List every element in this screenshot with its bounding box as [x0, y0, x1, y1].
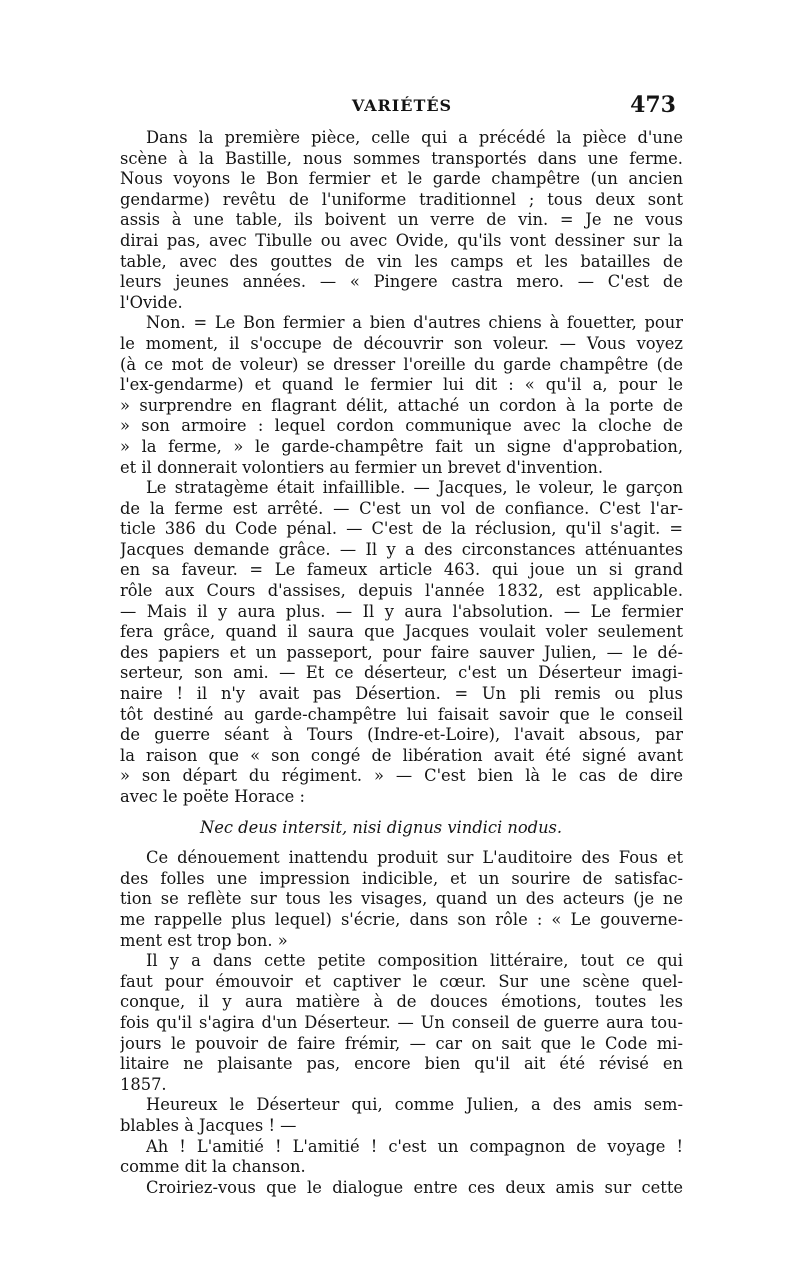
text-line: le moment, il s'occupe de découvrir son voleur. — Vous voyez: [120, 333, 683, 353]
text-line: des folles une impression indicible, et un sourire de satisfac-: [120, 868, 683, 888]
text-line: Ah ! L'amitié ! L'amitié ! c'est un compagnon de voyage !: [146, 1136, 683, 1156]
spacer: [120, 808, 683, 818]
spacer: [120, 838, 683, 848]
text-line: Heureux le Déserteur qui, comme Julien, a des amis sem-: [146, 1095, 683, 1115]
text-line: (à ce mot de voleur) se dresser l'oreille du garde champêtre (de: [120, 354, 683, 374]
text-line: » son armoire : lequel cordon communique avec la cloche de: [120, 416, 683, 436]
text-line: serteur, son ami. — Et ce déserteur, c'est un Déserteur imagi-: [120, 663, 683, 683]
text-line: rôle aux Cours d'assises, depuis l'année 1832, est applicable.: [120, 581, 683, 601]
text-line: des papiers et un passeport, pour faire sauver Julien, — le dé-: [120, 642, 683, 662]
text-line: me rappelle plus lequel) s'écrie, dans son rôle : « Le gouverne-: [120, 909, 683, 929]
text-line: conque, il y aura matière à de douces émotions, toutes les: [120, 992, 683, 1012]
text-line: leurs jeunes années. — « Pingere castra mero. — C'est de: [120, 272, 683, 292]
text-line: Dans la première pièce, celle qui a précédé la pièce d'une: [146, 128, 683, 147]
text-line: ment est trop bon. »: [120, 930, 288, 950]
text-line: l'Ovide.: [120, 292, 183, 312]
text-line: de la ferme est arrêté. — C'est un vol de confiance. C'est l'ar-: [120, 498, 683, 518]
running-title: VARIÉTÉS: [351, 96, 453, 115]
text-line: Croiriez-vous que le dialogue entre ces deux amis sur cette: [146, 1177, 683, 1197]
text-line: l'ex-gendarme) et quand le fermier lui dit : « qu'il a, pour le: [120, 375, 683, 395]
text-line: Il y a dans cette petite composition littéraire, tout ce qui: [146, 951, 683, 971]
text-line: blables à Jacques ! —: [120, 1115, 297, 1135]
text-line: table, avec des gouttes de vin les camps et les batailles de: [120, 251, 683, 271]
text-line: comme dit la chanson.: [120, 1157, 306, 1177]
page-body: [120, 128, 683, 1198]
text-line: avec le poëte Horace :: [120, 787, 305, 806]
text-line: tôt destiné au garde-champêtre lui faisait savoir que le conseil: [120, 704, 683, 724]
text-line: » son départ du régiment. » — C'est bien là le cas de dire: [120, 766, 683, 786]
text-line: Jacques demande grâce. — Il y a des circonstances atténuantes: [120, 539, 683, 559]
text-line: de guerre séant à Tours (Indre-et-Loire), l'avait absous, par: [120, 725, 683, 745]
text-line: dirai pas, avec Tibulle ou avec Ovide, qu'ils vont dessiner sur la: [120, 230, 683, 250]
text-line: et il donnerait volontiers au fermier un brevet d'invention.: [120, 457, 604, 477]
text-line: la raison que « son congé de libération avait été signé avant: [120, 745, 683, 765]
text-line: tion se reflète sur tous les visages, quand un des acteurs (je ne: [120, 889, 683, 909]
text-line: fera grâce, quand il saura que Jacques voulait voler seulement: [120, 622, 683, 642]
text-line: ticle 386 du Code pénal. — C'est de la réclusion, qu'il s'agit. =: [120, 519, 683, 539]
text-line: 1857.: [120, 1074, 167, 1094]
text-line: » surprendre en flagrant délit, attaché un cordon à la porte de: [120, 395, 683, 415]
running-head: [122, 92, 682, 124]
text-line: assis à une table, ils boivent un verre de vin. = Je ne vous: [120, 210, 683, 230]
text-line: scène à la Bastille, nous sommes transportés dans une ferme.: [120, 148, 683, 168]
text-line: en sa faveur. = Le fameux article 463. qui joue un si grand: [120, 560, 683, 580]
text-line: Non. = Le Bon fermier a bien d'autres chiens à fouetter, pour: [146, 313, 683, 333]
text-line: Nous voyons le Bon fermier et le garde champêtre (un ancien: [120, 169, 683, 189]
text-line: litaire ne plaisante pas, encore bien qu'il ait été révisé en: [120, 1054, 683, 1074]
latin-verse: Nec deus intersit, nisi dignus vindici nodus.: [200, 817, 563, 837]
text-line: gendarme) revêtu de l'uniforme traditionnel ; tous deux sont: [120, 189, 683, 209]
text-line: » la ferme, » le garde-champêtre fait un signe d'approbation,: [120, 436, 683, 456]
text-line: fois qu'il s'agira d'un Déserteur. — Un conseil de guerre aura tou-: [120, 1012, 683, 1032]
text-line: naire ! il n'y avait pas Désertion. = Un pli remis ou plus: [120, 684, 683, 704]
text-line: faut pour émouvoir et captiver le cœur. Sur une scène quel-: [120, 971, 683, 991]
text-line: jours le pouvoir de faire frémir, — car on sait que le Code mi-: [120, 1033, 683, 1053]
text-line: Le stratagème était infaillible. — Jacques, le voleur, le garçon: [146, 478, 683, 498]
text-line: Ce dénouement inattendu produit sur L'auditoire des Fous et: [146, 848, 683, 868]
page-number: 473: [630, 92, 676, 118]
text-line: — Mais il y aura plus. — Il y aura l'absolution. — Le fermier: [120, 601, 683, 621]
